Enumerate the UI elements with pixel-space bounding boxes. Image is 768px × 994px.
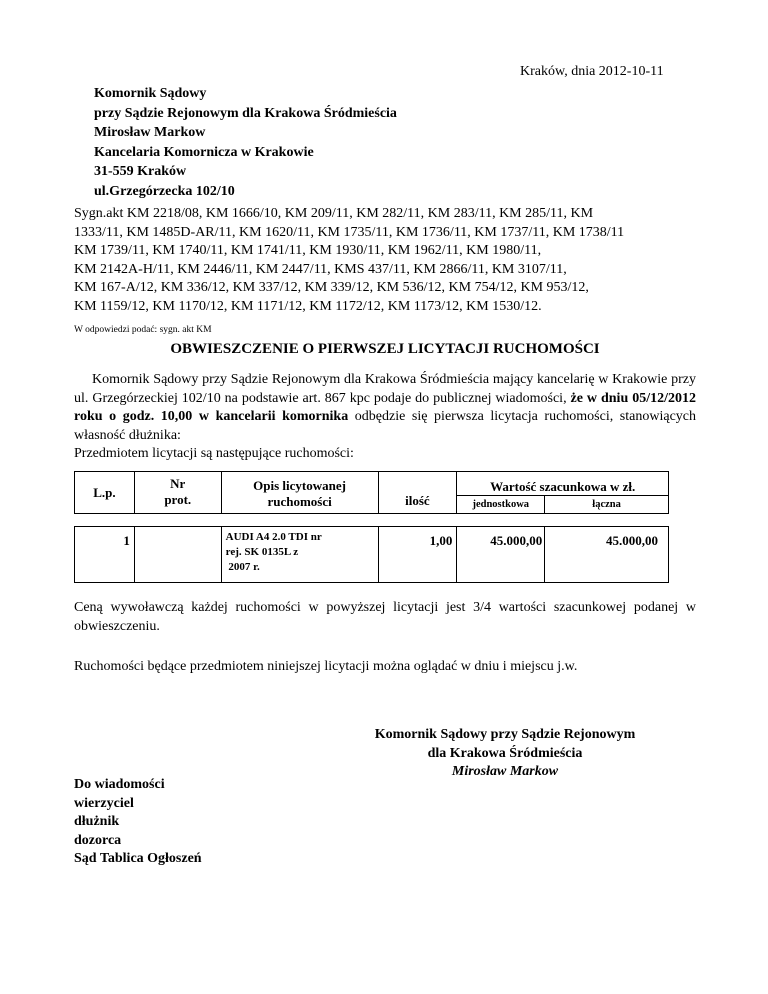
distribution-heading: Do wiadomości [74,777,165,792]
header-nr-prot [134,472,221,514]
header-description [221,472,378,514]
case-signatures-line: KM 2142A-H/11, KM 2446/11, KM 2447/11, KMS 437/11, KM 2866/11, KM 3107/11, [74,261,567,277]
table-spacer-cell [75,514,669,527]
sender-block [94,84,397,201]
viewing-note: Ruchomości będące przedmiotem niniejszej licytacji można oglądać w dniu i miejscu j.w. [74,659,578,674]
sender-street: ul.Grzegórzecka 102/10 [94,183,235,199]
sender-name: Mirosław Markow [94,125,206,140]
items-table [74,471,669,583]
header-nr-prot-label: Nr prot. [164,476,192,507]
cell-unit-value: 45.000,00 [457,527,545,583]
signature-title: Komornik Sądowy przy Sądzie Rejonowym [374,727,636,742]
header-estimated-value: Wartość szacunkowa w zł. [457,472,669,496]
reply-note: W odpowiedzi podać: sygn. akt KM [74,325,212,335]
table-spacer [75,514,669,527]
signature-name: Mirosław Markow [451,764,559,780]
intro-subject-line: Przedmiotem licytacji są następujące ruchomości: [74,446,354,462]
case-signatures-line: KM 167-A/12, KM 336/12, KM 337/12, KM 339/12, KM 536/12, KM 754/12, KM 953/12, [74,280,589,296]
cell-lp: 1 [75,527,135,583]
distribution-item: dłużnik [74,814,120,830]
starting-price-note: Ceną wywoławczą każdej ruchomości w powyższej licytacji jest 3/4 wartości szacunkowej podanej w obwieszczeniu. [74,600,696,634]
header-description-label: Opis licytowanej ruchomości [253,478,346,509]
intro-text [74,371,696,445]
sender-postcode: 31-559 Kraków [94,164,187,179]
intro-text-part2: odbędzie się pierwsza licytacja ruchomości, stanowiących własność dłużnika: [74,409,697,443]
cell-total-value: 45.000,00 [545,527,669,583]
header-total-value: łączna [545,496,669,514]
intro-paragraph [74,371,696,464]
case-signatures-line: KM 1739/11, KM 1740/11, KM 1741/11, KM 1930/11, KM 1962/11, KM 1980/11, [74,243,542,259]
distribution-list [74,776,202,869]
document-date: Kraków, dnia 2012-10-11 [520,64,664,79]
cell-nr-prot [134,527,221,583]
auction-date-emphasis: że w dniu 05/12/2012 roku o godz. 10,00 w kancelarii komornika [74,390,696,425]
header-quantity: ilość [378,472,457,514]
case-signatures [74,205,696,317]
cell-description [221,527,378,583]
description-line: 2007 r. [225,561,260,573]
description-line: AUDI A4 2.0 TDI nr [225,531,322,543]
distribution-item: Sąd Tablica Ogłoszeń [74,851,202,867]
distribution-item: wierzyciel [74,795,134,811]
case-signatures-line: Sygn.akt KM 2218/08, KM 1666/10, KM 209/11, KM 282/11, KM 283/11, KM 285/11, KM [74,206,594,221]
sender-title: Komornik Sądowy [94,86,207,101]
case-signatures-line: 1333/11, KM 1485D-AR/11, KM 1620/11, KM 1735/11, KM 1736/11, KM 1737/11, KM 1738/11 [74,224,625,240]
table-row [75,527,669,583]
sender-office: Kancelaria Komornicza w Krakowie [94,144,314,160]
document-title: OBWIESZCZENIE O PIERWSZEJ LICYTACJI RUCHOMOŚCI [170,341,600,357]
cell-quantity: 1,00 [378,527,457,583]
case-signatures-line: KM 1159/12, KM 1170/12, KM 1171/12, KM 1172/12, KM 1173/12, KM 1530/12. [74,298,542,314]
sender-court: przy Sądzie Rejonowym dla Krakowa Śródmieścia [94,105,397,121]
description-line: rej. SK 0135L z [225,546,299,558]
distribution-item: dozorca [74,832,122,848]
header-unit-value: jednostkowa [457,496,545,514]
header-lp: L.p. [75,472,135,514]
signature-block [330,726,680,782]
intro-text-part1: Komornik Sądowy przy Sądzie Rejonowym dla Krakowa Śródmieścia mający kancelarię w Krakowie przy ul. Grzegórzeckiej 102/10 na podstawie art. 867 kpc podaje do publicznej wiadomości, [74,372,696,406]
signature-court: dla Krakowa Śródmieścia [427,745,583,761]
